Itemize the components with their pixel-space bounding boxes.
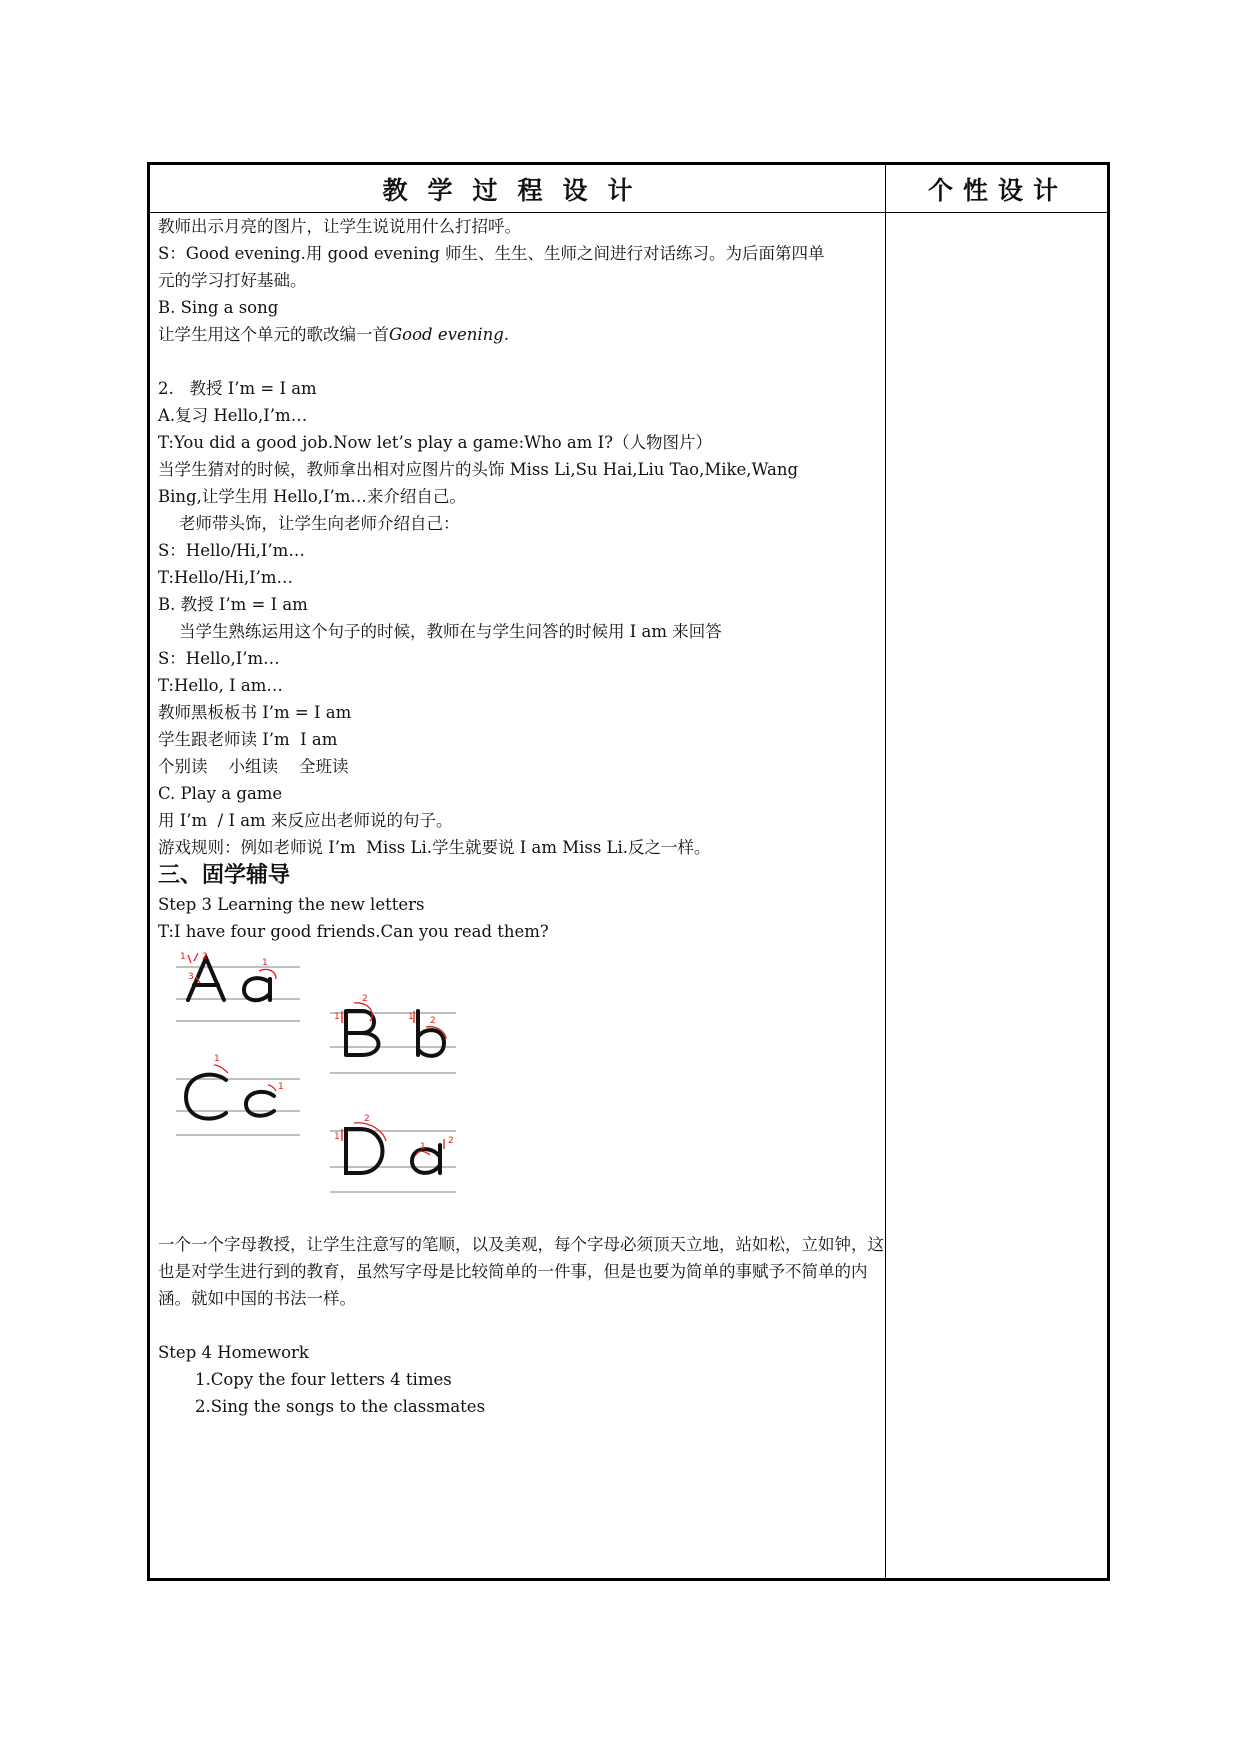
svg-text:3: 3 xyxy=(188,972,194,982)
step4-title: Step 4 Homework xyxy=(158,1343,309,1362)
svg-text:1: 1 xyxy=(420,1142,426,1152)
text-line: 老师带头饰，让学生向老师介绍自己： xyxy=(158,514,460,533)
svg-text:1: 1 xyxy=(214,1054,220,1064)
text-line xyxy=(158,321,888,348)
text-line: T:You did a good job.Now let’s play a game:Who am I?（人物图片） xyxy=(158,433,712,452)
text-line: 元的学习打好基础。 xyxy=(158,271,307,290)
svg-text:1: 1 xyxy=(278,1082,284,1092)
text-span: 让学生用这个单元的歌改编一首 xyxy=(158,325,389,344)
svg-text:1: 1 xyxy=(180,952,186,962)
text-line: A.复习 Hello,I’m… xyxy=(158,406,308,425)
text-line: C. Play a game xyxy=(158,784,283,803)
text-line: 教师黑板板书 I’m = I am xyxy=(158,703,352,722)
letter-B-glyph xyxy=(346,1011,379,1055)
stroke-order-hints xyxy=(188,953,446,1155)
text-line: T:Hello, I am… xyxy=(158,676,283,695)
text-line: 当学生猜对的时候，教师拿出相对应图片的头饰 Miss Li,Su Hai,Liu Tao,Mike,Wang xyxy=(158,460,799,479)
svg-text:2: 2 xyxy=(364,1114,370,1124)
header-personal-design: 个性设计 xyxy=(927,175,1068,205)
letter-a-glyph xyxy=(244,978,270,1000)
text-line: 个别读 小组读 全班读 xyxy=(158,757,349,776)
svg-text:2: 2 xyxy=(362,994,368,1004)
text-line: 教师出示月亮的图片，让学生说说用什么打招呼。 xyxy=(158,217,521,236)
svg-text:2: 2 xyxy=(430,1016,436,1026)
text-line: S：Good evening.用 good evening 师生、生生、生师之间进行对话练习。为后面第四单 xyxy=(158,244,825,263)
song-title: Good evening. xyxy=(389,325,510,344)
letter-C-glyph xyxy=(186,1075,226,1119)
header-teaching-process: 教学过程设计 xyxy=(382,175,653,205)
svg-text:2: 2 xyxy=(448,1136,454,1146)
homework-item: 1.Copy the four letters 4 times xyxy=(195,1370,452,1389)
text-line: 学生跟老师读 I’m I am xyxy=(158,730,338,749)
svg-text:1: 1 xyxy=(334,1012,340,1022)
text-line: S：Hello/Hi,I’m… xyxy=(158,541,305,560)
letter-stroke-svg xyxy=(158,949,488,1229)
text-line: 游戏规则：例如老师说 I’m Miss Li.学生就要说 I am Miss Li.反之一样。 xyxy=(158,838,711,857)
svg-text:1: 1 xyxy=(334,1132,340,1142)
step3-title: Step 3 Learning the new letters xyxy=(158,895,425,914)
text-line: 2. 教授 I’m = I am xyxy=(158,379,317,398)
text-line: T:Hello/Hi,I’m… xyxy=(158,568,293,587)
spacer xyxy=(158,348,888,375)
teaching-process-content xyxy=(158,213,888,1420)
letter-stroke-figure xyxy=(158,949,888,1229)
section-heading: 三、固学辅导 xyxy=(158,863,291,888)
text-line: 当学生熟练运用这个句子的时候，教师在与学生问答的时候用 I am 来回答 xyxy=(158,622,722,641)
letter-c-glyph xyxy=(246,1092,274,1116)
homework-item: 2.Sing the songs to the classmates xyxy=(195,1397,486,1416)
text-line: B. 教授 I’m = I am xyxy=(158,595,308,614)
text-line: Bing,让学生用 Hello,I’m…来介绍自己。 xyxy=(158,487,466,506)
text-line: S：Hello,I’m… xyxy=(158,649,280,668)
stroke-order-numbers xyxy=(180,952,454,1152)
letter-d-glyph xyxy=(412,1145,440,1173)
svg-text:1: 1 xyxy=(408,1012,414,1022)
svg-text:1: 1 xyxy=(262,958,268,968)
paragraph: 一个一个字母教授，让学生注意写的笔顺，以及美观，每个字母必须顶天立地，站如松，立如钟，这也是对学生进行到的教育，虽然写字母是比较简单的一件事，但是也要为简单的事赋予不简单的内涵。就如中国的书法一样。 xyxy=(158,1235,884,1308)
svg-text:2: 2 xyxy=(202,952,208,962)
spacer xyxy=(158,1312,888,1339)
step3-line: T:I have four good friends.Can you read them? xyxy=(158,922,549,941)
text-line: B. Sing a song xyxy=(158,298,279,317)
text-line: 用 I’m / I am 来反应出老师说的句子。 xyxy=(158,811,453,830)
